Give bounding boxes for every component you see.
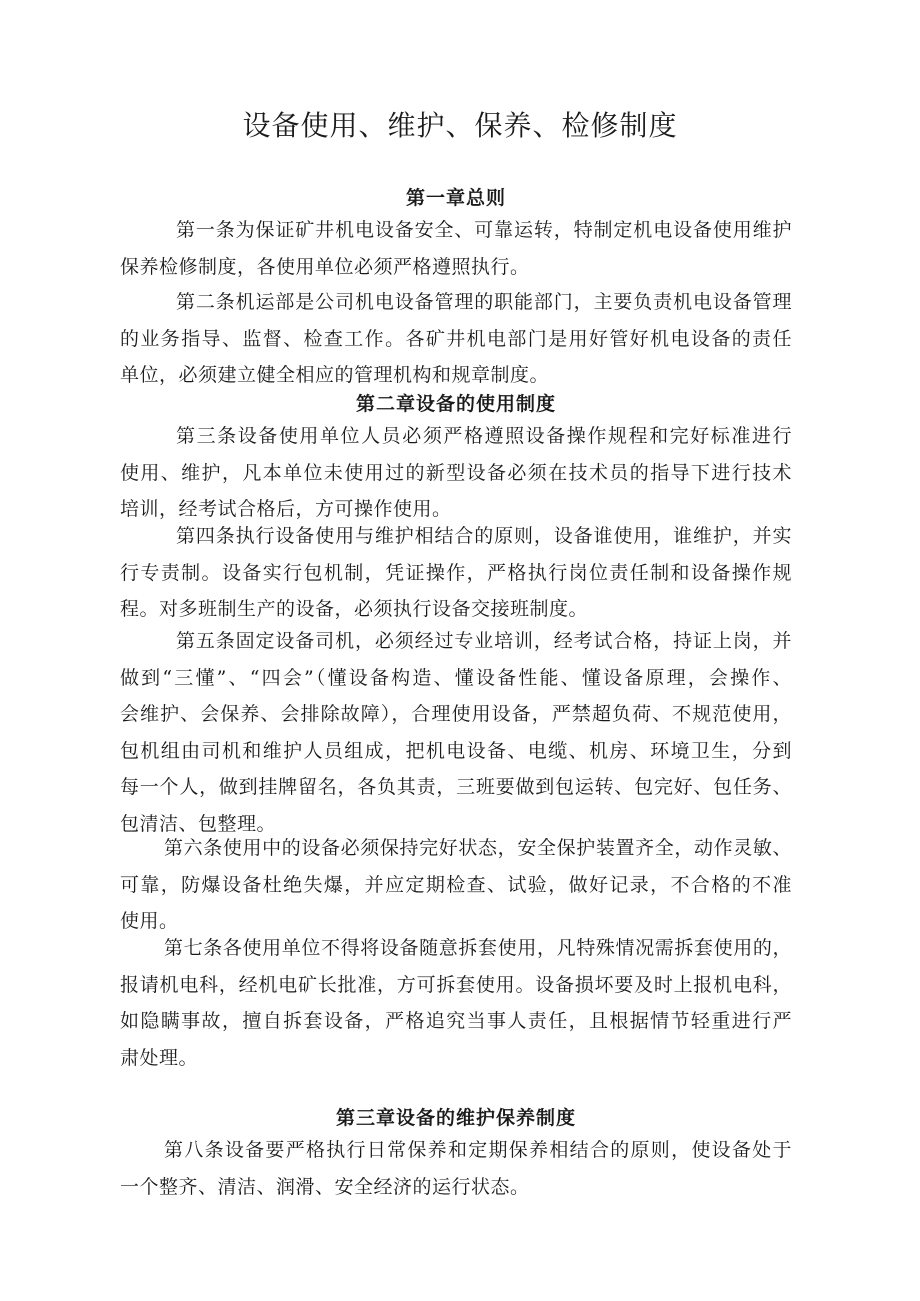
- article-3-line-1: 第三条设备使用单位人员必须严格遵照设备操作规程和完好标准进行: [176, 425, 792, 447]
- article-7-line-2: 报请机电科，经机电矿长批准，方可拆套使用。设备损坏要及时上报机电科，: [120, 973, 792, 996]
- article-5-line-3: 会维护、会保养、会排除故障），合理使用设备，严禁超负荷、不规范使用，: [120, 703, 792, 726]
- article-5: [120, 623, 792, 843]
- article-6-line-1: 第六条使用中的设备必须保持完好状态，安全保护装置齐全，动作灵敏、: [164, 837, 792, 859]
- article-1: [120, 212, 792, 285]
- article-5-line-4: 包机组由司机和维护人员组成，把机电设备、电缆、机房、环境卫生，分到: [120, 739, 792, 762]
- article-6: [120, 830, 792, 940]
- article-5-line-2: 做到“三懂”、“四会”（懂设备构造、懂设备性能、懂设备原理，会操作、: [120, 666, 792, 689]
- chapter-heading-2: 第二章设备的使用制度: [355, 393, 556, 415]
- chapter-heading-1: 第一章总则: [405, 187, 506, 209]
- article-2: [120, 284, 792, 394]
- article-3: [120, 418, 792, 528]
- article-3-line-3: 培训，经考试合格后，方可操作使用。: [120, 498, 452, 521]
- article-2-line-1: 第二条机运部是公司机电设备管理的职能部门，主要负责机电设备管理: [176, 291, 792, 313]
- document-title: 设备使用、维护、保养、检修制度: [242, 109, 678, 142]
- article-4-line-1: 第四条执行设备使用与维护相结合的原则，设备谁使用，谁维护，并实: [176, 525, 792, 547]
- article-8: [120, 1132, 792, 1205]
- article-4-line-3: 程。对多班制生产的设备，必须执行设备交接班制度。: [120, 598, 589, 621]
- article-7-line-1: 第七条各使用单位不得将设备随意拆套使用，凡特殊情况需拆套使用的，: [164, 937, 792, 959]
- article-5-line-5: 每一个人，做到挂牌留名，各负其责，三班要做到包运转、包完好、包任务、: [120, 776, 792, 799]
- article-5-line-1: 第五条固定设备司机，必须经过专业培训，经考试合格，持证上岗，并: [176, 630, 792, 652]
- article-6-line-2: 可靠，防爆设备杜绝失爆，并应定期检查、试验，做好记录，不合格的不准: [120, 873, 792, 896]
- article-3-line-2: 使用、维护，凡本单位未使用过的新型设备必须在技术员的指导下进行技术: [120, 461, 792, 484]
- article-8-line-2: 一个整齐、清洁、润滑、安全经济的运行状态。: [120, 1175, 530, 1198]
- article-7-line-3: 如隐瞒事故，擅自拆套设备，严格追究当事人责任，且根据情节轻重进行严: [120, 1010, 792, 1033]
- article-5-line-6: 包清洁、包整理。: [120, 812, 277, 835]
- article-2-line-3: 单位，必须建立健全相应的管理机构和规章制度。: [120, 364, 550, 387]
- article-4: [120, 518, 792, 628]
- article-4-line-2: 行专责制。设备实行包机制，凭证操作，严格执行岗位责任制和设备操作规: [120, 561, 792, 584]
- article-1-line-1: 第一条为保证矿井机电设备安全、可靠运转，特制定机电设备使用维护: [176, 219, 792, 241]
- article-6-line-3: 使用。: [120, 910, 179, 933]
- article-7-line-4: 肃处理。: [120, 1046, 199, 1069]
- article-8-line-1: 第八条设备要严格执行日常保养和定期保养相结合的原则，使设备处于: [164, 1139, 792, 1161]
- article-7: [120, 930, 792, 1076]
- article-1-line-2: 保养检修制度，各使用单位必须严格遵照执行。: [120, 255, 530, 278]
- article-2-line-2: 的业务指导、监督、检查工作。各矿井机电部门是用好管好机电设备的责任: [120, 327, 792, 350]
- chapter-heading-3: 第三章设备的维护保养制度: [335, 1107, 576, 1129]
